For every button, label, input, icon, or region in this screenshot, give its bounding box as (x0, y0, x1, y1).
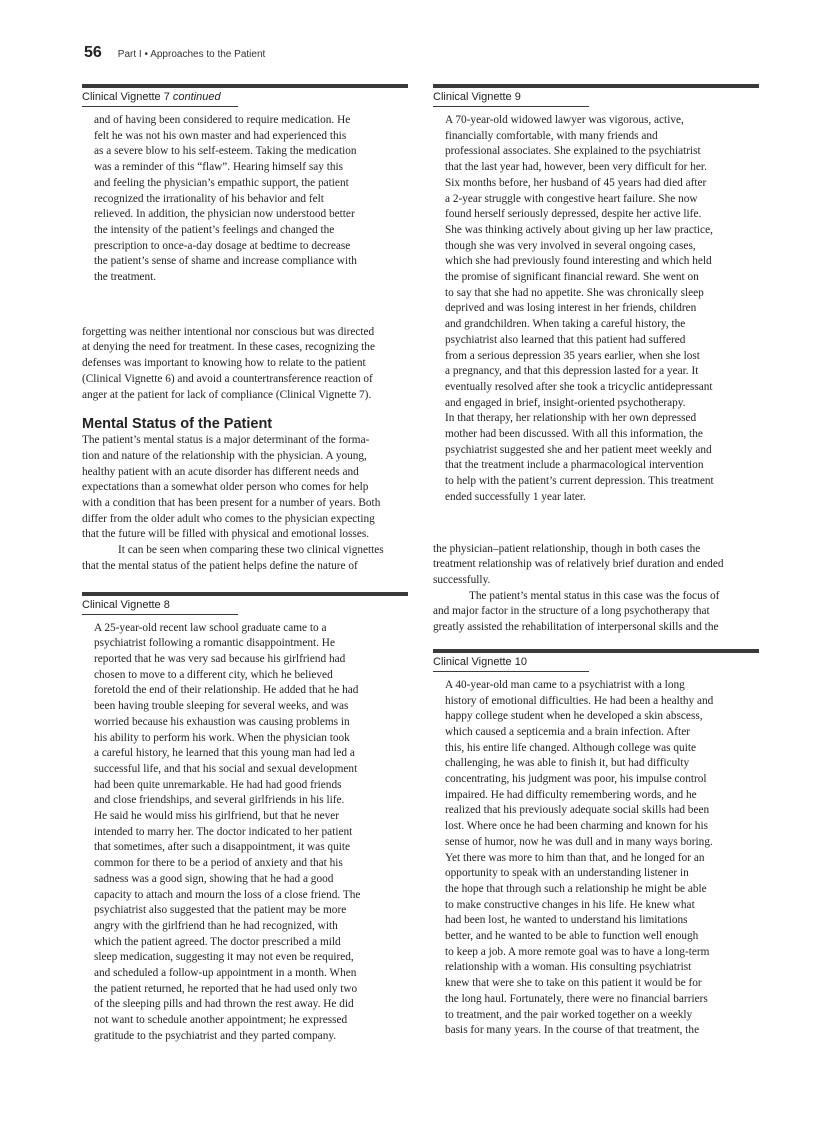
vignette-continued-label: continued (172, 91, 221, 103)
section-title: Mental Status of the Patient (82, 416, 273, 433)
vignette-title-text: Clinical Vignette 7 (82, 91, 173, 103)
vignette-title-underline (82, 106, 238, 107)
vignette-title (82, 91, 408, 106)
vignette-top-rule (433, 84, 759, 88)
body-paragraph: It can be seen when comparing these two clinical vignettes that the mental status of the patient helps define the nature of (82, 544, 384, 572)
running-head: Part I • Approaches to the Patient (117, 49, 266, 60)
body-paragraph: The patient’s mental status in this case was the focus of and major factor in the structure of a long psychotherapy that greatly assisted the rehabilitation of interpersonal skills and the (433, 589, 720, 634)
clinical-vignette-7 (82, 84, 408, 286)
clinical-vignette-10 (433, 649, 759, 1039)
clinical-vignette-8 (82, 592, 408, 1045)
vignette-top-rule (433, 649, 759, 653)
vignette-title: Clinical Vignette 8 (82, 598, 170, 611)
vignette-body: A 70-year-old widowed lawyer was vigorous, active, financially comfortable, with many friends and professional associates. She explained to the psychiatrist that the last year had, however, been very difficult for her. Six months before, her husband of 45 years had died after a 2-year struggle with congestive heart failure. She now found herself seriously depressed, despite her active life. She was thinking actively about giving up her law practice, though she was very involved in several ongoing cases, which she had previously found interesting and which held the promise of significant financial reward. She went on to say that she had no appetite. She was chronically sleep deprived and was losing interest in her friends, children and grandchildren. When taking a careful history, the psychiatrist also learned that this patient had suffered from a serious depression 35 years earlier, when she lost a pregnancy, and that this depression lasted for a year. It eventually resolved after she took a tricyclic antidepressant and engaged in brief, insight-oriented psychotherapy. In that therapy, her relationship with her own depressed mother had been discussed. With all this information, the psychiatrist suggested she and her patient meet weekly and that the treatment include a pharmacological intervention to help with the patient’s current depression. This treatment ended successfully 1 year later. (445, 114, 714, 503)
vignette-body: and of having been considered to require medication. He felt he was not his own master and had experienced this as a severe blow to his self-esteem. Taking the medication was a reminder of this “flaw”. Hearing himself say this and feeling the physician’s empathic support, the patient recognized the irrationality of his behavior and felt relieved. In addition, the physician now understood better the intensity of the patient’s feelings and changed the prescription to once-a-day dosage at bedtime to decrease the patient’s sense of shame and increase compliance with the treatment. (94, 114, 357, 284)
vignette-title-underline (82, 614, 238, 615)
vignette-body: A 25-year-old recent law school graduate came to a psychiatrist following a romantic disappointment. He reported that he was very sad because his girlfriend had chosen to move to a different city, which he believed foretold the end of their relationship. He added that he had been having trouble sleeping for several weeks, and was worried because his exhaustion was causing problems in his ability to perform his work. When the physician took a careful history, he learned that this young man had led a successful life, and that his social and sexual development had been quite unremarkable. He had had good friends and close friendships, and several girlfriends in his life. He said he would miss his girlfriend, but that he never intended to marry her. The doctor indicated to her patient that sometimes, after such a disappointment, it was quite common for there to be a period of anxiety and that his sadness was a good sign, showing that he had a good capacity to attach and mourn the loss of a close friend. The psychiatrist also suggested that the patient may be more angry with the girlfriend than he had recognized, with which the patient agreed. The doctor prescribed a mild sleep medication, suggesting it may not even be required, and scheduled a follow-up appointment in a month. When the patient returned, he reported that he had used only two of the sleeping pills and had thrown the rest away. He did not want to schedule another appointment; he expressed gratitude to the psychiatrist and they parted company. (94, 621, 361, 1042)
page-header (84, 44, 265, 68)
vignette-top-rule (82, 592, 408, 596)
body-paragraph: The patient’s mental status is a major determinant of the forma- tion and nature of the relationship with the physician. A young, healthy patient with an acute disorder has different needs and expectations than a somewhat older person who comes for help with a condition that has been present for a number of years. Both differ from the older adult who comes to the physician expecting that the future will be filled with physical and emotional losses. (82, 434, 381, 541)
vignette-top-rule (82, 84, 408, 88)
clinical-vignette-9 (433, 84, 759, 506)
body-paragraph: forgetting was neither intentional nor conscious but was directed at denying the need for treatment. In these cases, recognizing the defenses was important to knowing how to relate to the patient (Clinical Vignette 6) and avoid a countertransference reaction of anger at the patient for lack of compliance (Clinical Vignette 7). (82, 325, 375, 401)
page-number: 56 (84, 44, 102, 61)
left-column (82, 84, 408, 1045)
vignette-title: Clinical Vignette 9 (433, 91, 521, 103)
vignette-body: A 40-year-old man came to a psychiatrist with a long history of emotional difficulties. He had been a healthy and happy college student when he developed a skin abscess, which caused a septicemia and a brain infection. After this, his entire life changed. Although college was quite challenging, he was able to finish it, but had difficulty concentrating, his judgment was poor, his impulse control impaired. He had difficulty remembering words, and he realized that his previously adequate social skills had been lost. Where once he had been charming and known for his sense of humor, now he was dull and in many ways boring. Yet there was more to him than that, and he longed for an opportunity to speak with an understanding listener in the hope that through such a relationship he might be able to make constructive changes in his life. He knew what had been lost, he wanted to understand his limitations better, and he wanted to be able to function well enough to keep a job. A more remote goal was to have a long-term relationship with a woman. His consulting psychiatrist knew that were she to take on this patient it would be for the long haul. Fortunately, there were no financial barriers to treatment, and the pair worked together on a weekly basis for many years. In the course of that treatment, the (445, 678, 714, 1037)
vignette-title-underline (433, 106, 589, 107)
vignette-title: Clinical Vignette 10 (433, 655, 527, 668)
vignette-title-underline (433, 671, 589, 672)
right-column (433, 84, 759, 1039)
body-paragraph: the physician–patient relationship, though in both cases the treatment relationship was of relatively brief duration and ended successfully. (433, 542, 724, 586)
